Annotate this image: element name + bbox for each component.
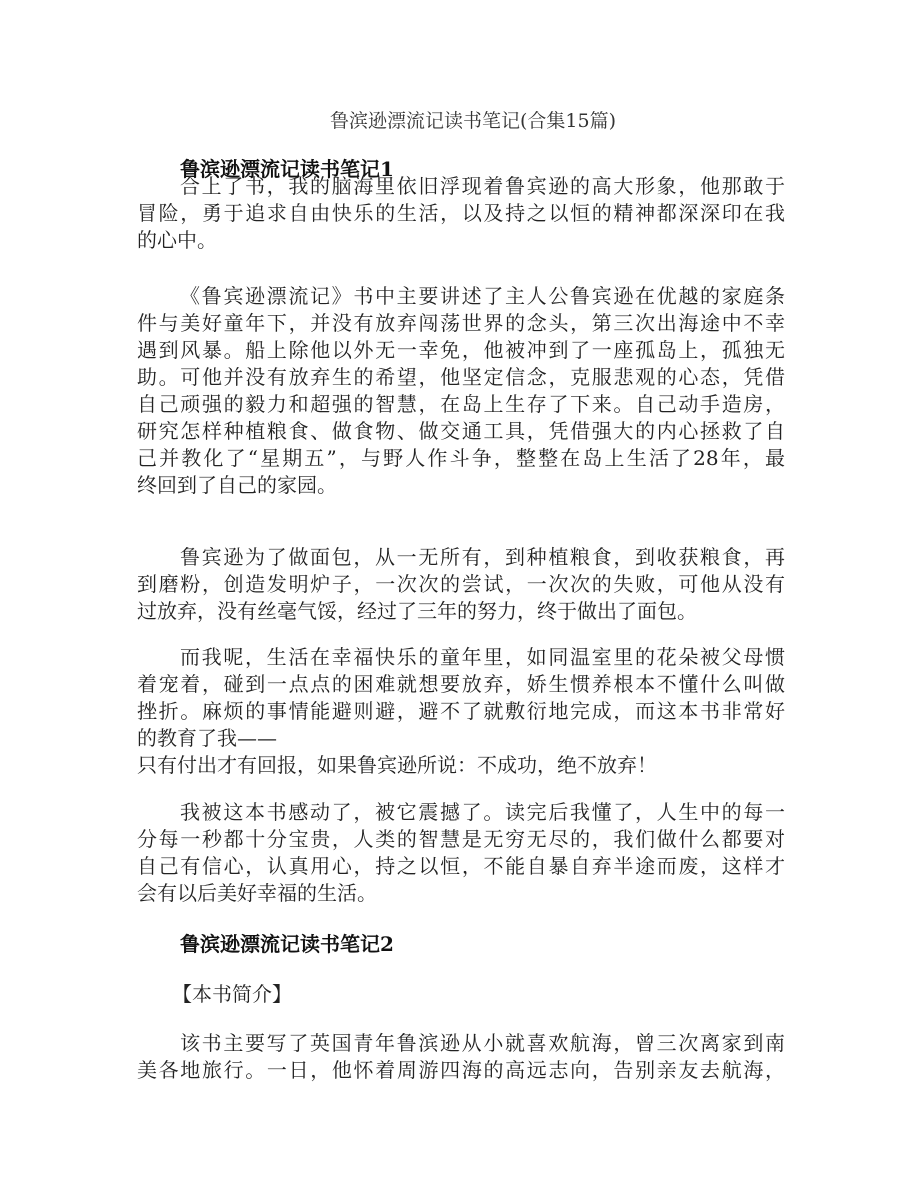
text-line: 自己顽强的毅力和超强的智慧，在岛上生存了下来。自己动手造房， bbox=[137, 392, 785, 416]
text-line: 终回到了自己的家园。 bbox=[137, 473, 337, 497]
text-line: 冒险，勇于追求自由快乐的生活，以及持之以恒的精神都深深印在我 bbox=[137, 201, 785, 225]
paragraph bbox=[137, 799, 785, 907]
text-line: 《鲁宾逊漂流记》书中主要讲述了主人公鲁宾逊在优越的家庭条 bbox=[180, 284, 785, 308]
paragraph bbox=[137, 283, 785, 499]
paragraph bbox=[137, 1030, 785, 1084]
text-line: 挫折。麻烦的事情能避则避，避不了就敷衍地完成，而这本书非常好 bbox=[137, 699, 785, 723]
intro-label: 【本书简介】 bbox=[172, 982, 292, 1006]
text-line: 到磨粉，创造发明炉子，一次次的尝试，一次次的失败，可他从没有 bbox=[137, 572, 785, 596]
text-line: 鲁宾逊为了做面包，从一无所有，到种植粮食，到收获粮食，再 bbox=[180, 545, 785, 569]
section-2-heading: 鲁滨逊漂流记读书笔记2 bbox=[180, 932, 394, 956]
section-1-heading: 鲁滨逊漂流记读书笔记1 bbox=[180, 157, 394, 181]
text-line: 而我呢，生活在幸福快乐的童年里，如同温室里的花朵被父母惯 bbox=[180, 645, 785, 669]
text-line: 的心中。 bbox=[137, 228, 217, 252]
paragraph bbox=[137, 644, 785, 779]
text-line: 助。可他并没有放弃生的希望，他坚定信念，克服悲观的心态，凭借 bbox=[137, 365, 785, 389]
text-line: 己并教化了“星期五”，与野人作斗争，整整在岛上生活了28年，最 bbox=[137, 446, 785, 470]
text-line: 分每一秒都十分宝贵，人类的智慧是无穷无尽的，我们做什么都要对 bbox=[137, 827, 785, 851]
text-line: 遇到风暴。船上除他以外无一幸免，他被冲到了一座孤岛上，孤独无 bbox=[137, 338, 785, 362]
paragraph bbox=[137, 173, 785, 254]
paragraph bbox=[137, 544, 785, 625]
text-line: 自己有信心，认真用心，持之以恒，不能自暴自弃半途而废，这样才 bbox=[137, 854, 785, 878]
text-line: 研究怎样种植粮食、做食物、做交通工具，凭借强大的内心拯救了自 bbox=[137, 419, 785, 443]
text-line: 我被这本书感动了，被它震撼了。读完后我懂了，人生中的每一 bbox=[180, 800, 785, 824]
text-line: 合上了书，我的脑海里依旧浮现着鲁宾逊的高大形象，他那敢于 bbox=[180, 174, 785, 198]
text-line: 美各地旅行。一日，他怀着周游四海的高远志向，告别亲友去航海， bbox=[137, 1058, 785, 1082]
text-line: 过放弃，没有丝毫气馁，经过了三年的努力，终于做出了面包。 bbox=[137, 599, 697, 623]
text-line: 着宠着，碰到一点点的困难就想要放弃，娇生惯养根本不懂什么叫做 bbox=[137, 672, 785, 696]
text-line: 的教育了我—— bbox=[137, 726, 277, 750]
document-title: 鲁滨逊漂流记读书笔记(合集15篇) bbox=[330, 110, 617, 132]
text-line: 件与美好童年下，并没有放弃闯荡世界的念头，第三次出海途中不幸 bbox=[137, 311, 785, 335]
text-line: 只有付出才有回报，如果鲁宾逊所说：不成功，绝不放弃！ bbox=[137, 753, 657, 777]
text-line: 该书主要写了英国青年鲁滨逊从小就喜欢航海，曾三次离家到南 bbox=[180, 1031, 785, 1055]
text-line: 会有以后美好幸福的生活。 bbox=[137, 881, 377, 905]
